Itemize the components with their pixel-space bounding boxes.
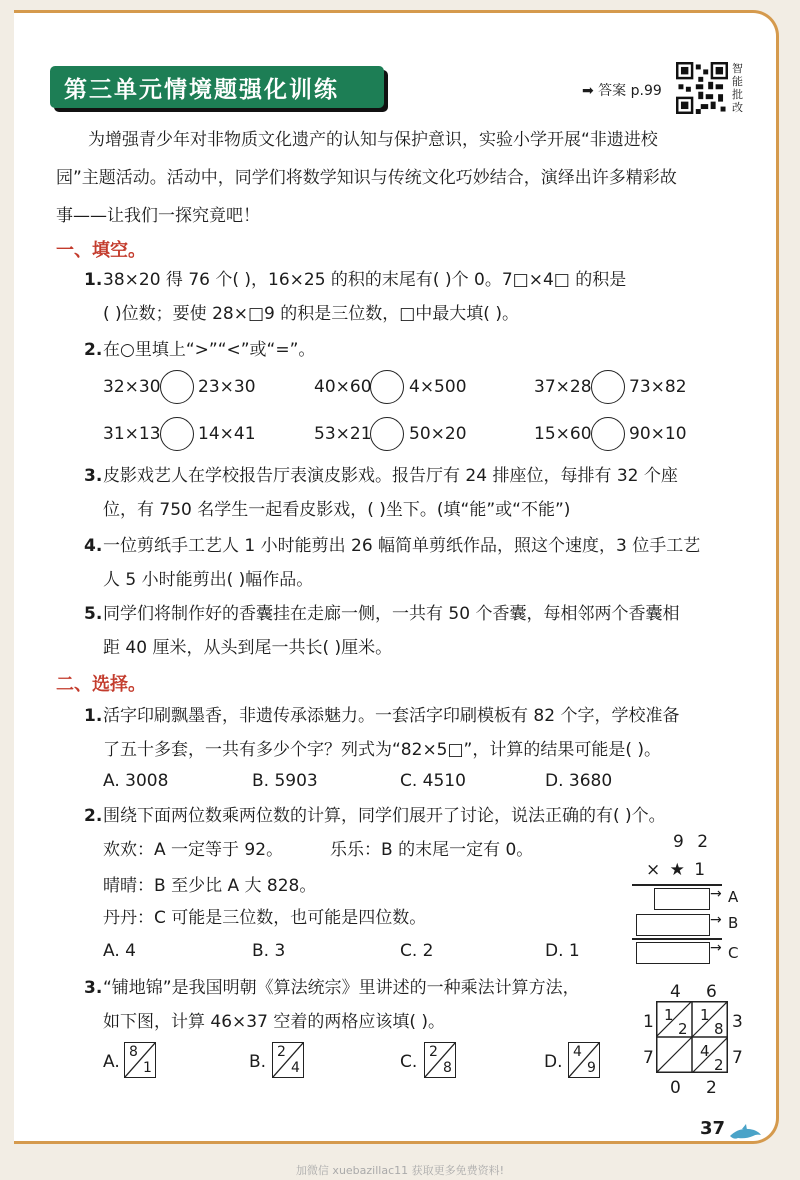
q1-4-number: 4. (84, 536, 103, 556)
statement-dandan: 丹丹：C 可能是三位数，也可能是四位数。 (103, 908, 427, 928)
option-d[interactable]: D. 3680 (545, 771, 613, 791)
q1-1-number: 1. (84, 270, 103, 290)
grid-right-digit: 3 (732, 1012, 743, 1032)
compare-circle-blank[interactable] (370, 370, 404, 404)
option-b-cell[interactable] (272, 1042, 304, 1078)
q1-1-line-1: 38×20 得 76 个( )，16×25 的积的末尾有( )个 0。7□×4□ 的积是 (103, 270, 627, 290)
cell-bottom-digit: 1 (143, 1060, 152, 1076)
option-a[interactable]: A. 3008 (103, 771, 169, 791)
q1-1-line-2: ( )位数；要使 28×□9 的积是三位数，□中最大填( )。 (103, 304, 519, 324)
label-b: B (728, 914, 739, 932)
grid-cell-digit: 2 (714, 1056, 724, 1074)
cell-bottom-digit: 9 (587, 1060, 596, 1076)
answer-reference: ➡ 答案 p.99 (582, 83, 662, 99)
cell-bottom-digit: 8 (443, 1060, 452, 1076)
footer-note: 加微信 xuebazillac11 获取更多免费资料! (295, 1164, 505, 1177)
multiplicand: 9 2 (673, 832, 713, 852)
cell-top-digit: 4 (573, 1044, 582, 1060)
arrow-icon: → (710, 940, 722, 956)
section-2-title: 二、选择。 (56, 674, 146, 695)
q2-3-line-2: 如下图，计算 46×37 空着的两格应该填( )。 (103, 1012, 445, 1032)
intro-line-2: 园”主题活动。活动中，同学们将数学知识与传统文化巧妙结合，演绎出许多精彩故 (56, 168, 677, 188)
product-line (632, 884, 722, 886)
grid-left-digit: 1 (643, 1012, 654, 1032)
statement-lele: 乐乐：B 的末尾一定有 0。 (330, 840, 534, 860)
option-b[interactable]: B. (249, 1052, 267, 1072)
option-b[interactable]: B. 3 (252, 941, 286, 961)
grid-top-digit: 4 (670, 982, 681, 1002)
q2-3-line-1: “铺地锦”是我国明朝《算法统宗》里讲述的一种乘法计算方法， (103, 978, 580, 998)
intro-line-3: 事——让我们一探究竟吧！ (56, 206, 260, 226)
compare-left: 31×13 (103, 424, 161, 444)
compare-left: 15×60 (534, 424, 592, 444)
result-c-box (636, 942, 710, 964)
arrow-icon: → (710, 912, 722, 928)
grid-cell-digit: 4 (700, 1042, 710, 1060)
statement-qingqing: 晴晴：B 至少比 A 大 828。 (103, 876, 317, 896)
q2-3-number: 3. (84, 978, 103, 998)
partial-product-a-box (654, 888, 710, 910)
option-b[interactable]: B. 5903 (252, 771, 318, 791)
page-title: 第三单元情境题强化训练 (64, 77, 339, 103)
q2-1-line-2: 了五十多套，一共有多少个字？列式为“82×5□”，计算的结果可能是( )。 (103, 740, 662, 760)
grid-left-digit: 7 (643, 1048, 654, 1068)
q2-2-line: 围绕下面两位数乘两位数的计算，同学们展开了讨论，说法正确的有( )个。 (103, 806, 666, 826)
compare-right: 23×30 (198, 377, 256, 397)
grid-cell-digit: 1 (664, 1006, 674, 1024)
compare-left: 53×21 (314, 424, 372, 444)
grid-cell-digit: 8 (714, 1020, 724, 1038)
q2-2-number: 2. (84, 806, 103, 826)
grid-right-digit: 7 (732, 1048, 743, 1068)
cell-top-digit: 2 (277, 1044, 286, 1060)
q1-5-line-1: 同学们将制作好的香囊挂在走廊一侧，一共有 50 个香囊，每相邻两个香囊相 (103, 604, 680, 624)
option-d[interactable]: D. (544, 1052, 563, 1072)
q1-5-number: 5. (84, 604, 103, 624)
compare-left: 40×60 (314, 377, 372, 397)
cell-top-digit: 8 (129, 1044, 138, 1060)
sum-line (632, 938, 722, 940)
grid-bottom-digit: 2 (706, 1078, 717, 1098)
q1-3-number: 3. (84, 466, 103, 486)
q1-3-line-2: 位，有 750 名学生一起看皮影戏，( )坐下。(填“能”或“不能”) (103, 500, 571, 520)
compare-circle-blank[interactable] (591, 417, 625, 451)
multiplier: × ★ 1 (646, 860, 708, 880)
option-c[interactable]: C. (400, 1052, 418, 1072)
grid-top-digit: 6 (706, 982, 717, 1002)
label-a: A (728, 888, 739, 906)
q1-2-text: 在○里填上“>”“<”或“=”。 (103, 340, 316, 360)
q1-3-line-1: 皮影戏艺人在学校报告厅表演皮影戏。报告厅有 24 排座位，每排有 32 个座 (103, 466, 678, 486)
compare-right: 50×20 (409, 424, 467, 444)
option-a-cell[interactable] (124, 1042, 156, 1078)
page-number: 37 (700, 1118, 726, 1139)
option-c[interactable]: C. 4510 (400, 771, 466, 791)
compare-right: 4×500 (409, 377, 467, 397)
compare-circle-blank[interactable] (370, 417, 404, 451)
qr-code-icon (676, 62, 728, 114)
statement-huanhuan: 欢欢：A 一定等于 92。 (103, 840, 284, 860)
q1-4-line-2: 人 5 小时能剪出( )幅作品。 (103, 570, 314, 590)
option-a[interactable]: A. 4 (103, 941, 136, 961)
compare-right: 14×41 (198, 424, 256, 444)
compare-left: 32×30 (103, 377, 161, 397)
cell-bottom-digit: 4 (291, 1060, 300, 1076)
q2-1-line-1: 活字印刷飘墨香，非遗传承添魅力。一套活字印刷模板有 82 个字，学校准备 (103, 706, 680, 726)
intro-line-1: 为增强青少年对非物质文化遗产的认知与保护意识，实验小学开展“非遗进校 (88, 130, 658, 150)
compare-circle-blank[interactable] (160, 417, 194, 451)
cell-top-digit: 2 (429, 1044, 438, 1060)
option-a[interactable]: A. (103, 1052, 120, 1072)
q1-4-line-1: 一位剪纸手工艺人 1 小时能剪出 26 幅简单剪纸作品，照这个速度，3 位手工艺 (103, 536, 701, 556)
option-d[interactable]: D. 1 (545, 941, 580, 961)
option-c-cell[interactable] (424, 1042, 456, 1078)
partial-product-b-box (636, 914, 710, 936)
label-c: C (728, 944, 739, 962)
compare-right: 73×82 (629, 377, 687, 397)
compare-right: 90×10 (629, 424, 687, 444)
grid-cell-digit: 2 (678, 1020, 688, 1038)
option-d-cell[interactable] (568, 1042, 600, 1078)
qr-label: 智能批改 (732, 62, 743, 114)
grid-cell-digit: 1 (700, 1006, 710, 1024)
compare-circle-blank[interactable] (160, 370, 194, 404)
grid-bottom-digit: 0 (670, 1078, 681, 1098)
q2-1-number: 1. (84, 706, 103, 726)
option-c[interactable]: C. 2 (400, 941, 434, 961)
arrow-icon: → (710, 886, 722, 902)
compare-left: 37×28 (534, 377, 592, 397)
section-1-title: 一、填空。 (56, 240, 146, 261)
dolphin-icon (728, 1124, 762, 1142)
q1-2-number: 2. (84, 340, 103, 360)
compare-circle-blank[interactable] (591, 370, 625, 404)
q1-5-line-2: 距 40 厘米，从头到尾一共长( )厘米。 (103, 638, 393, 658)
